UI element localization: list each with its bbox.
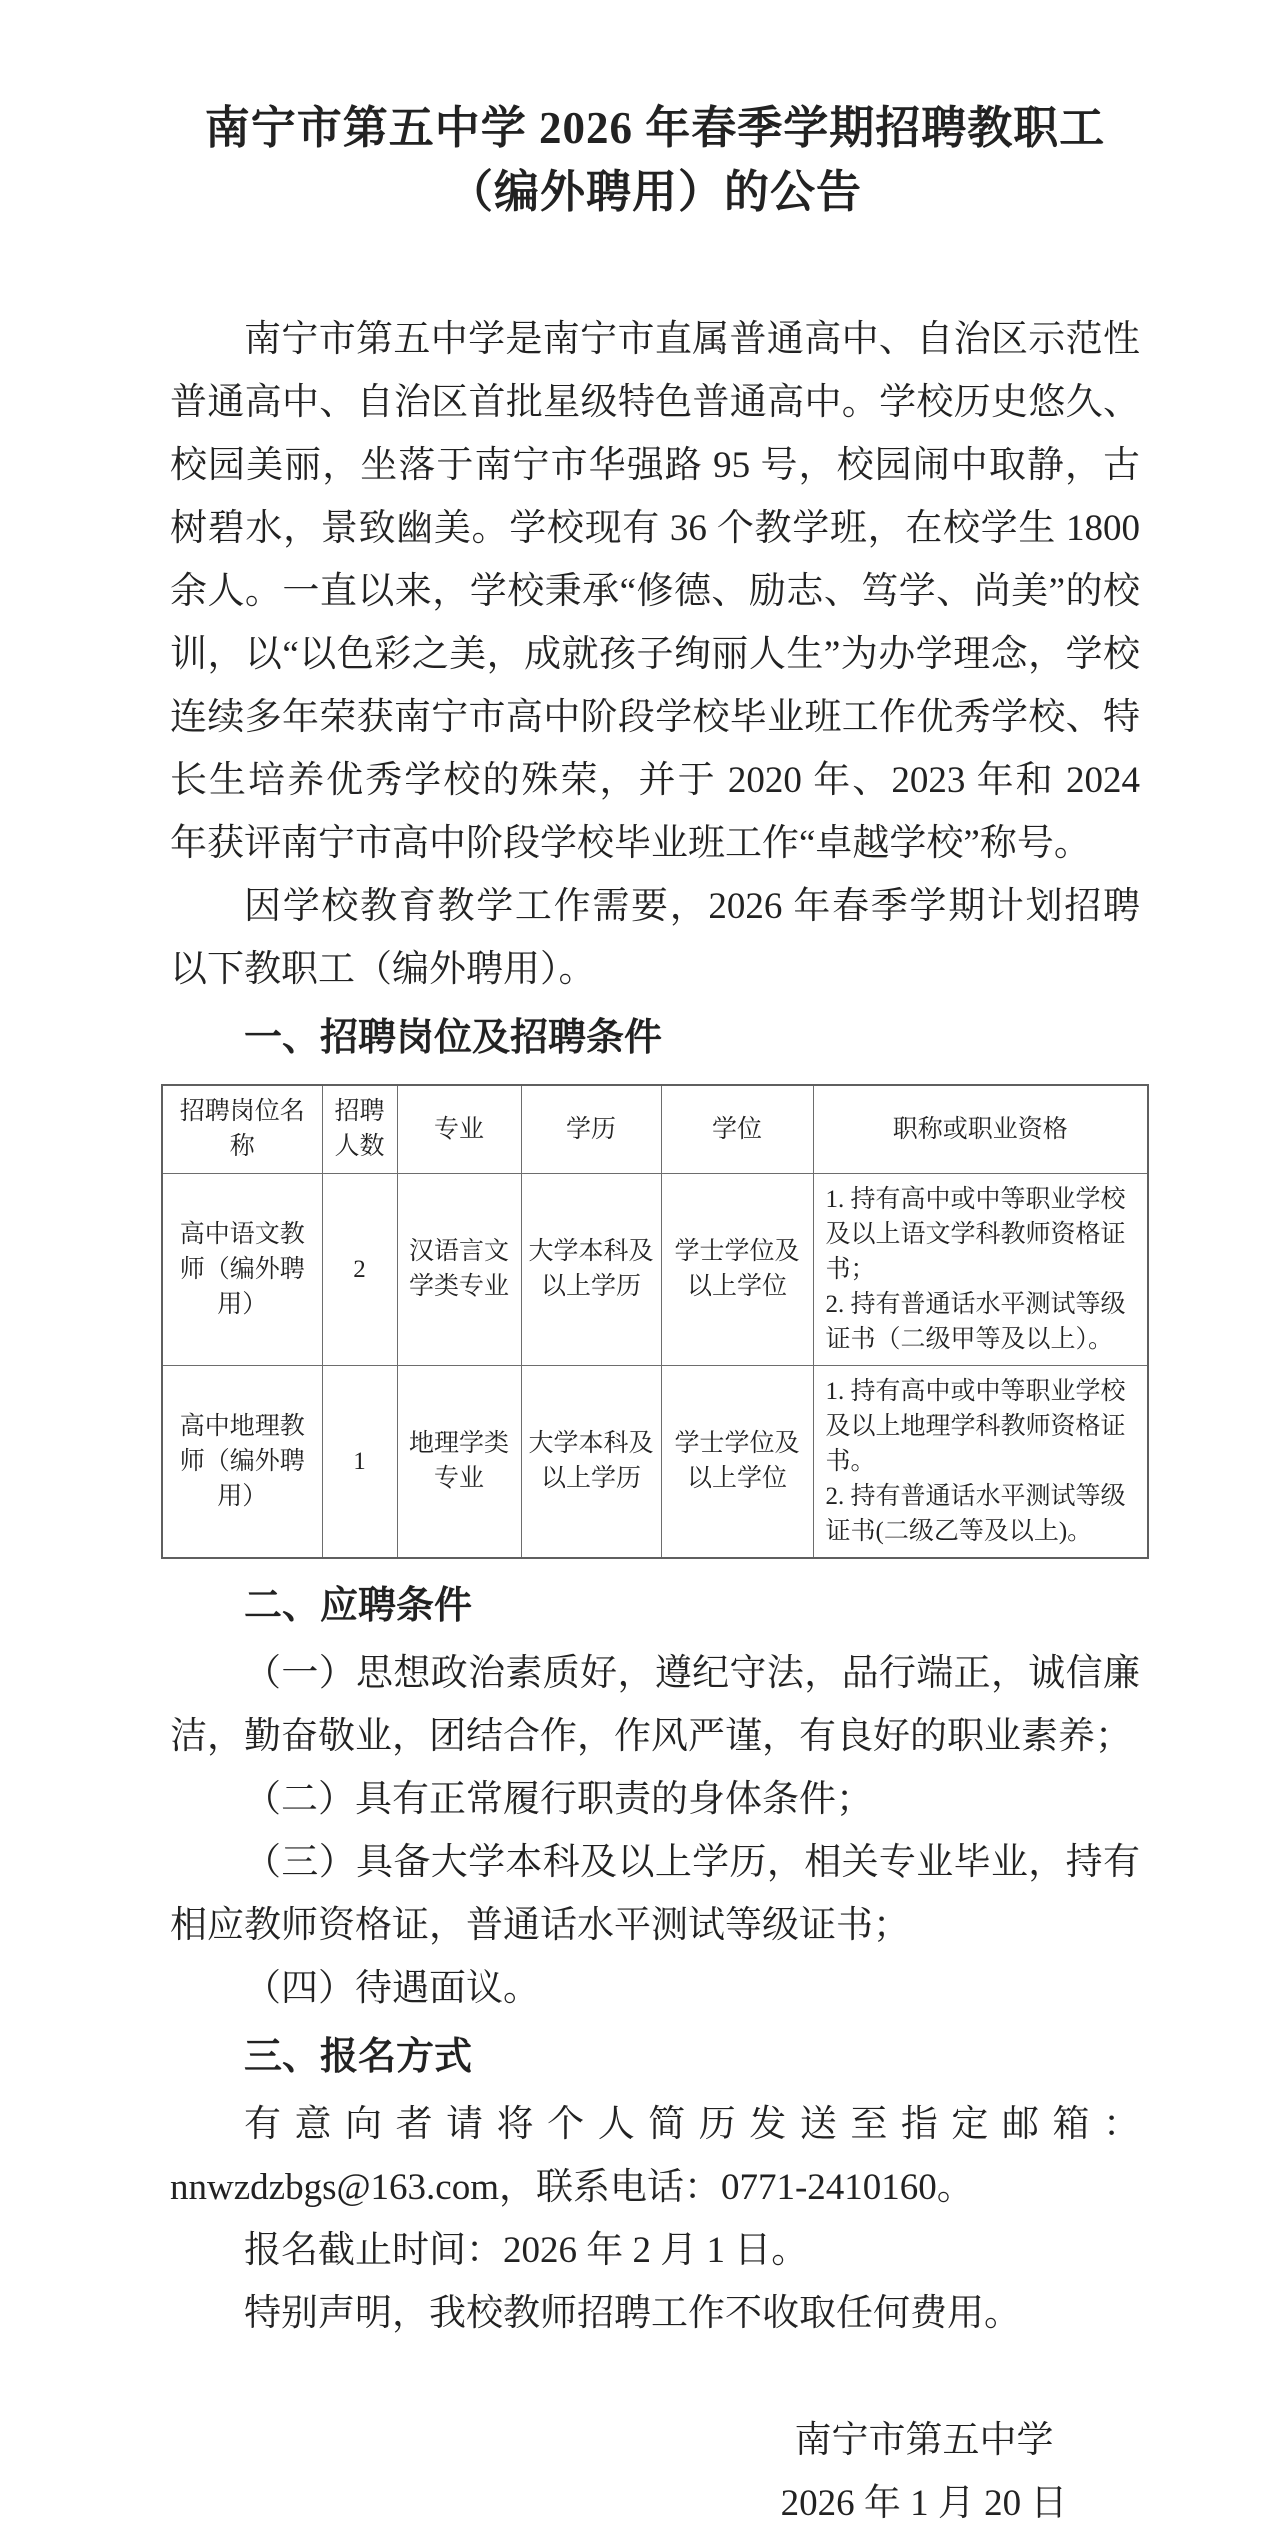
cell-degree: 学士学位及以上学位	[661, 1365, 813, 1558]
requirement-item-3: （三）具备大学本科及以上学历，相关专业毕业，持有相应教师资格证，普通话水平测试等级证书；	[170, 1841, 1140, 1946]
cell-education: 大学本科及以上学历	[521, 1173, 661, 1365]
document-title	[170, 96, 1140, 224]
column-header-qualification: 职称或职业资格	[813, 1085, 1148, 1173]
cell-major: 汉语言文学类专业	[397, 1173, 521, 1365]
cell-qualifications	[813, 1365, 1148, 1558]
requirement-item-1: （一）思想政治素质好，遵纪守法，品行端正，诚信廉洁，勤奋敬业，团结合作，作风严谨，有良好的职业素养；	[170, 1652, 1140, 1757]
qualification-item: 2. 持有普通话水平测试等级证书（二级甲等及以上）。	[825, 1290, 1126, 1353]
requirement-item-4: （四）待遇面议。	[244, 1967, 540, 2009]
table-row-chinese-teacher	[162, 1173, 1148, 1365]
apply-contact-email-phone: nnwzdzbgs@163.com，联系电话：0771-2410160。	[170, 2166, 974, 2208]
column-header-headcount: 招聘人数	[322, 1085, 397, 1173]
cell-headcount: 1	[322, 1365, 397, 1558]
cell-position-name: 高中地理教师（编外聘用）	[162, 1365, 322, 1558]
document-title-line-1: 南宁市第五中学 2026 年春季学期招聘教职工	[204, 103, 1106, 153]
table-row-geography-teacher	[162, 1365, 1148, 1558]
intro-paragraph-school: 南宁市第五中学是南宁市直属普通高中、自治区示范性普通高中、自治区首批星级特色普通高中。学校历史悠久、校园美丽，坐落于南宁市华强路 95 号，校园闹中取静，古树碧水，景致幽美。学校现有 36 个教学班，在校学生 1800 余人。一直以来，学校秉承“修德、励志、笃学、尚美”的校训，以“以色彩之美，成就孩子绚丽人生”为办学理念，学校连续多年荣获南宁市高中阶段学校毕业班工作优秀学校、特长生培养优秀学校的殊荣，并于 2020 年、2023 年和 2024 年获评南宁市高中阶段学校毕业班工作“卓越学校”称号。	[170, 319, 1140, 864]
section-heading-requirements: 二、应聘条件	[244, 1584, 473, 1627]
cell-degree: 学士学位及以上学位	[661, 1173, 813, 1365]
section-heading-positions: 一、招聘岗位及招聘条件	[244, 1017, 663, 1059]
document-title-line-2: （编外聘用）的公告	[447, 167, 862, 217]
apply-disclaimer: 特别声明，我校教师招聘工作不收取任何费用。	[244, 2292, 1021, 2334]
positions-table	[161, 1084, 1149, 1559]
apply-deadline: 报名截止时间：2026 年 2 月 1 日。	[244, 2229, 809, 2271]
cell-major: 地理学类专业	[397, 1365, 521, 1558]
column-header-education: 学历	[521, 1085, 661, 1173]
section-heading-apply: 三、报名方式	[244, 2035, 473, 2078]
apply-contact-paragraph	[170, 2093, 1140, 2219]
positions-table-header-row	[162, 1085, 1148, 1173]
column-header-major: 专业	[397, 1085, 521, 1173]
column-header-degree: 学位	[661, 1085, 813, 1173]
signature-block	[734, 2409, 1114, 2535]
cell-position-name: 高中语文教师（编外聘用）	[162, 1173, 322, 1365]
column-header-position-name: 招聘岗位名称	[162, 1085, 322, 1173]
cell-headcount: 2	[322, 1173, 397, 1365]
qualification-item: 1. 持有高中或中等职业学校及以上语文学科教师资格证书；	[825, 1185, 1126, 1283]
qualification-item: 2. 持有普通话水平测试等级证书(二级乙等及以上)。	[825, 1482, 1126, 1545]
signature-organization: 南宁市第五中学	[794, 2419, 1054, 2461]
intro-paragraph-plan: 因学校教育教学工作需要，2026 年春季学期计划招聘以下教职工（编外聘用）。	[170, 886, 1140, 990]
signature-date: 2026 年 1 月 20 日	[780, 2482, 1068, 2524]
cell-qualifications	[813, 1173, 1148, 1365]
apply-contact-prefix: 有意向者请将个人简历发送至指定邮箱：	[244, 2103, 1140, 2145]
cell-education: 大学本科及以上学历	[521, 1365, 661, 1558]
qualification-item: 1. 持有高中或中等职业学校及以上地理学科教师资格证书。	[825, 1377, 1126, 1475]
requirement-item-2: （二）具有正常履行职责的身体条件；	[244, 1778, 873, 1820]
